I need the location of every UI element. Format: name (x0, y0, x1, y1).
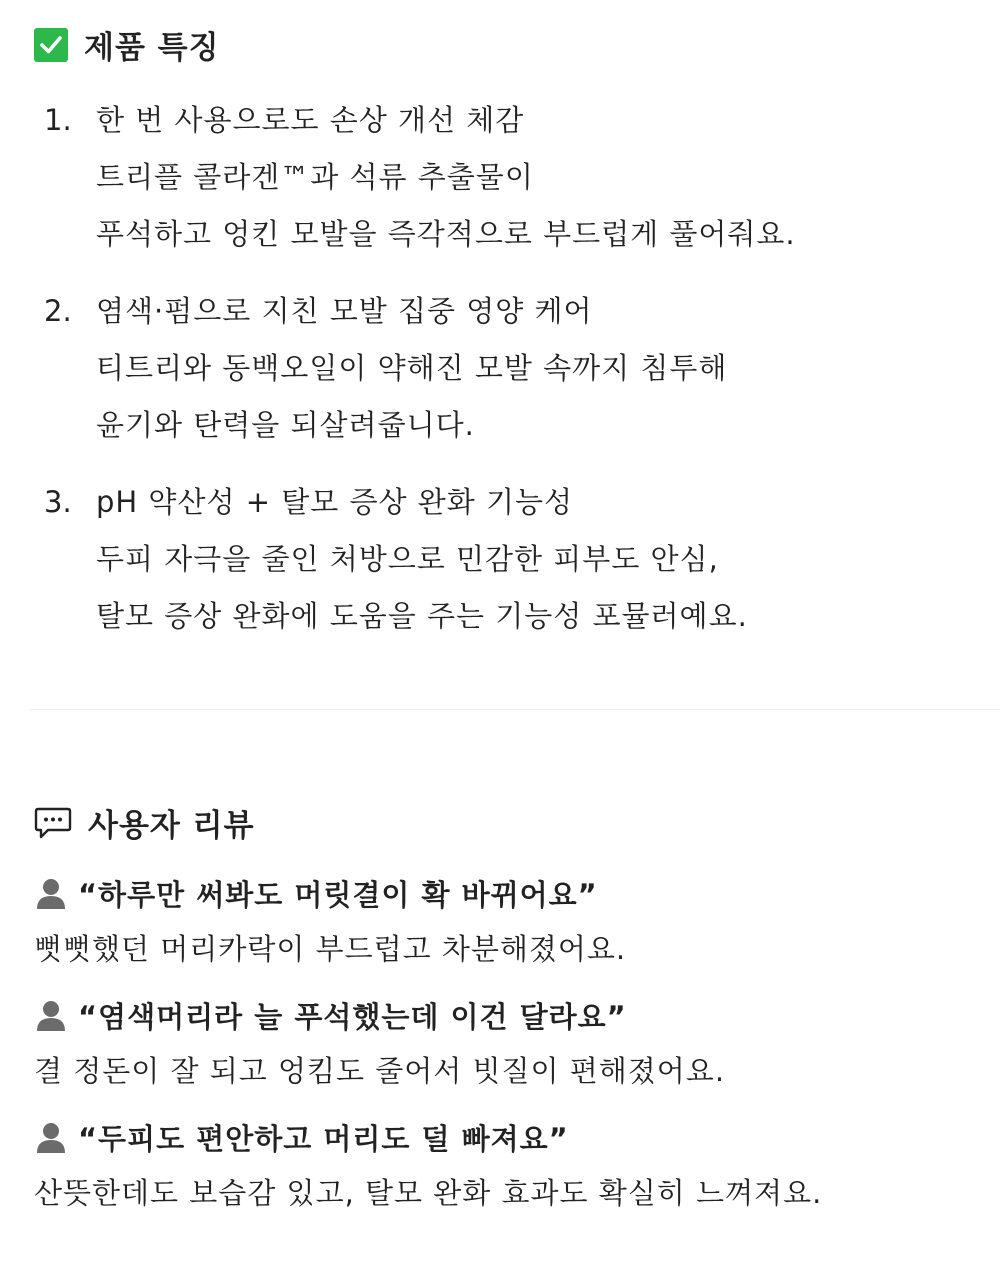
feature-heading: pH 약산성 + 탈모 증상 완화 기능성 (96, 485, 573, 519)
review-body: 결 정돈이 잘 되고 엉킴도 줄어서 빗질이 편해졌어요. (34, 1054, 726, 1088)
reviews-list (34, 864, 984, 1230)
review-body: 산뜻한데도 보습감 있고, 탈모 완화 효과도 확실히 느껴져요. (34, 1176, 823, 1210)
feature-item (44, 283, 984, 454)
reviews-header (34, 800, 255, 845)
feature-item (44, 92, 984, 263)
feature-item (44, 474, 984, 645)
feature-heading: 한 번 사용으로도 손상 개선 체감 (96, 103, 525, 137)
review-quote: “두피도 편안하고 머리도 덜 빠져요” (78, 1121, 569, 1156)
feature-text: 윤기와 탄력을 되살려줍니다. (96, 408, 475, 442)
feature-text: 푸석하고 엉킨 모발을 즉각적으로 부드럽게 풀어줘요. (96, 217, 796, 251)
person-icon (34, 998, 68, 1032)
feature-text: 탈모 증상 완화에 도움을 주는 기능성 포뮬러예요. (96, 599, 748, 633)
feature-number: 2. (44, 294, 72, 328)
feature-text: 두피 자극을 줄인 처방으로 민감한 피부도 안심, (96, 542, 719, 576)
features-list (44, 92, 984, 665)
feature-number: 3. (44, 485, 72, 519)
features-title: 제품 특징 (84, 30, 220, 66)
features-header (34, 22, 220, 67)
feature-text: 트리플 콜라겐™과 석류 추출물이 (96, 160, 534, 194)
person-icon (34, 876, 68, 910)
feature-text: 티트리와 동백오일이 약해진 모발 속까지 침투해 (96, 351, 728, 385)
speech-bubble-icon (34, 806, 72, 840)
review-quote: “하루만 써봐도 머릿결이 확 바뀌어요” (78, 877, 598, 912)
review-item (34, 986, 984, 1098)
review-item (34, 1108, 984, 1220)
review-body: 뻣뻣했던 머리카락이 부드럽고 차분해졌어요. (34, 932, 627, 966)
check-box-icon (34, 28, 68, 62)
feature-heading: 염색·펌으로 지친 모발 집중 영양 케어 (96, 294, 593, 328)
reviews-title: 사용자 리뷰 (88, 808, 255, 844)
feature-number: 1. (44, 103, 72, 137)
person-icon (34, 1120, 68, 1154)
section-divider (30, 709, 1000, 710)
review-quote: “염색머리라 늘 푸석했는데 이건 달라요” (78, 999, 627, 1034)
review-item (34, 864, 984, 976)
